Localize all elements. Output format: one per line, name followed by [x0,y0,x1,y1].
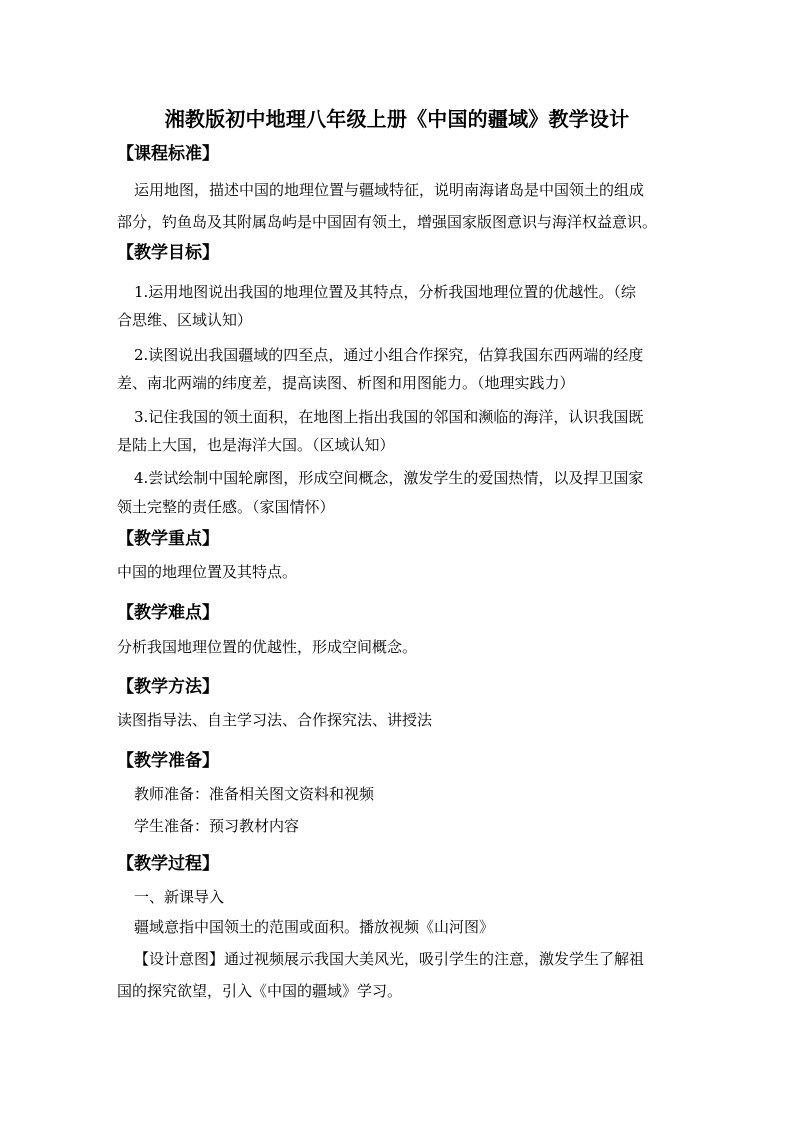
objective-line-1: 1.运用地图说出我国的地理位置及其特点，分析我国地理位置的优越性。（综 [134,283,636,301]
process-step-1: 一、新课导入 [134,888,225,906]
student-preparation: 学生准备：预习教材内容 [134,817,300,835]
methods-text: 读图指导法、自主学习法、合作探究法、讲授法 [117,711,433,729]
objective-line-7: 4.尝试绘制中国轮廓图，形成空间概念，激发学生的爱国热情，以及捍卫国家 [134,469,644,487]
heading-process: 【教学过程】 [117,854,219,874]
standard-line-1: 运用地图，描述中国的地理位置与疆域特征，说明南海诸岛是中国领土的组成 [134,181,645,199]
document-title: 湘教版初中地理八年级上册《中国的疆域》教学设计 [164,107,630,131]
heading-course-standard: 【课程标准】 [117,144,219,164]
key-points-text: 中国的地理位置及其特点。 [117,563,298,581]
heading-objectives: 【教学目标】 [117,243,219,263]
objective-line-8: 领土完整的责任感。（家国情怀） [117,498,335,516]
heading-preparation: 【教学准备】 [117,751,219,771]
objective-line-4: 差、南北两端的纬度差，提高读图、析图和用图能力。（地理实践力） [117,374,575,392]
difficulties-text: 分析我国地理位置的优越性，形成空间概念。 [117,638,418,656]
heading-methods: 【教学方法】 [117,677,219,697]
objective-line-6: 是陆上大国，也是海洋大国。（区域认知） [117,436,395,454]
process-line-3: 国的探究欲望，引入《中国的疆域》学习。 [117,982,403,1000]
teacher-preparation: 教师准备：准备相关图文资料和视频 [134,785,375,803]
objective-line-2: 合思维、区域认知） [117,311,253,329]
process-line-1: 疆域意指中国领土的范围或面积。播放视频《山河图》 [134,918,495,936]
objective-line-3: 2.读图说出我国疆域的四至点，通过小组合作探究，估算我国东西两端的经度 [134,346,644,364]
objective-line-5: 3.记住我国的领土面积，在地图上指出我国的邻国和濒临的海洋，认识我国既 [134,408,644,426]
standard-line-2: 部分，钓鱼岛及其附属岛屿是中国固有领土，增强国家版图意识与海洋权益意识。 [117,213,658,231]
process-line-2: 【设计意图】通过视频展示我国大美风光，吸引学生的注意，激发学生了解祖 [134,950,645,968]
heading-key-points: 【教学重点】 [117,529,219,549]
heading-difficulties: 【教学难点】 [117,603,219,623]
